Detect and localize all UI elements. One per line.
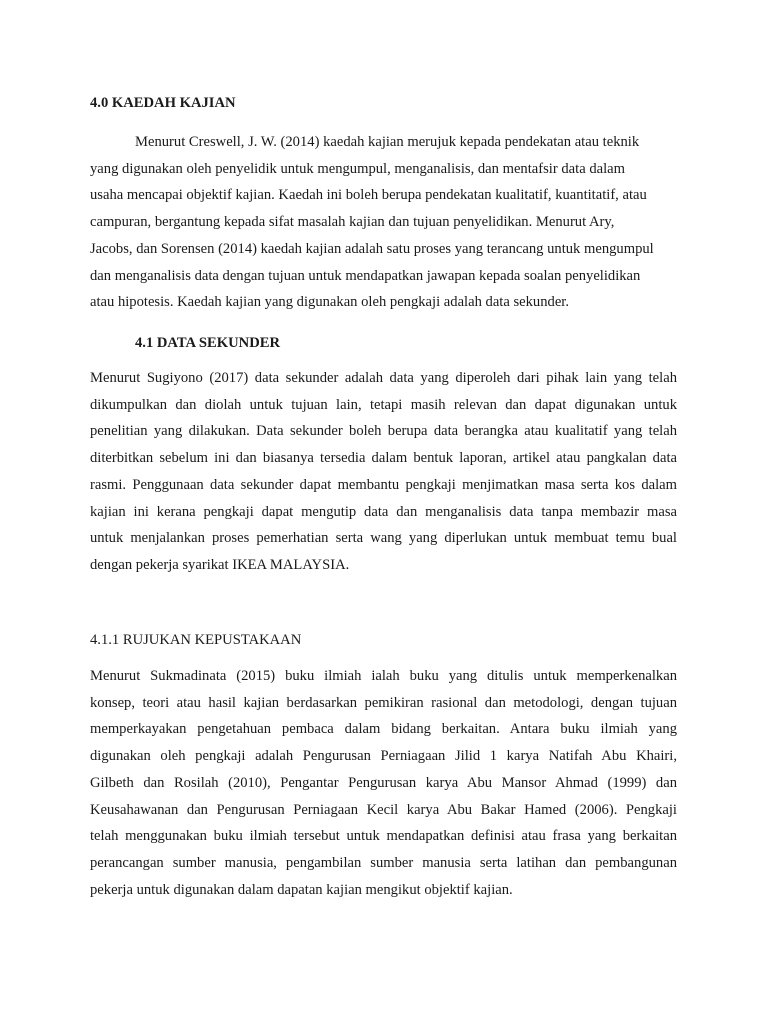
paragraph-line: pekerja untuk digunakan dalam dapatan kajian mengikut objektif kajian.	[90, 881, 513, 898]
heading-4-1-data-sekunder: 4.1 DATA SEKUNDER	[135, 335, 281, 351]
paragraph-line: perancangan sumber manusia, pengambilan sumber manusia serta latihan dan pembangunan	[90, 854, 677, 871]
paragraph-line: dikumpulkan dan diolah untuk tujuan lain, tetapi masih relevan dan dapat digunakan untuk	[90, 396, 677, 413]
paragraph-line: yang digunakan oleh penyelidik untuk mengumpul, menganalisis, dan mentafsir data dalam	[90, 160, 625, 177]
paragraph-line: Jacobs, dan Sorensen (2014) kaedah kajian adalah satu proses yang terancang untuk mengumpul	[90, 240, 654, 257]
paragraph-line: Keusahawanan dan Pengurusan Perniagaan Kecil karya Abu Bakar Hamed (2006). Pengkaji	[90, 801, 677, 818]
paragraph-line: campuran, bergantung kepada sifat masalah kajian dan tujuan penyelidikan. Menurut Ary,	[90, 214, 615, 231]
paragraph-line: usaha mencapai objektif kajian. Kaedah ini boleh berupa pendekatan kualitatif, kuantitatif, atau	[90, 187, 647, 204]
heading-4-0-kaedah-kajian: 4.0 KAEDAH KAJIAN	[90, 95, 236, 111]
paragraph-line: untuk menjalankan proses pemerhatian serta wang yang diperlukan untuk membuat temu bual	[90, 530, 677, 547]
paragraph-line: diterbitkan sebelum ini dan biasanya tersedia dalam bentuk laporan, artikel atau pangkalan data	[90, 450, 677, 467]
paragraph-line: Gilbeth dan Rosilah (2010), Pengantar Pengurusan karya Abu Mansor Ahmad (1999) dan	[90, 774, 677, 791]
paragraph-line: kajian ini kerana pengkaji dapat mengutip data dan menganalisis data tanpa membazir masa	[90, 503, 677, 520]
paragraph-line: digunakan oleh pengkaji adalah Pengurusan Perniagaan Jilid 1 karya Natifah Abu Khairi,	[90, 748, 677, 765]
paragraph-line: dengan pekerja syarikat IKEA MALAYSIA.	[90, 556, 350, 573]
paragraph-line: Menurut Sukmadinata (2015) buku ilmiah ialah buku yang ditulis untuk memperkenalkan	[90, 668, 677, 684]
paragraph-line: dan menganalisis data dengan tujuan untuk mendapatkan jawapan kepada soalan penyelidikan	[90, 267, 641, 284]
paragraph-data-sekunder	[90, 365, 677, 579]
paragraph-line: penelitian yang dilakukan. Data sekunder boleh berupa data berangka atau kualitatif yang telah	[90, 423, 677, 440]
paragraph-line: telah menggunakan buku ilmiah tersebut untuk mendapatkan definisi atau frasa yang berkaitan	[90, 828, 677, 845]
paragraph-kaedah-kajian	[90, 129, 677, 316]
paragraph-line: rasmi. Penggunaan data sekunder dapat membantu pengkaji menjimatkan masa serta kos dalam	[90, 476, 677, 493]
paragraph-rujukan-kepustakaan	[90, 663, 677, 903]
paragraph-line: Menurut Creswell, J. W. (2014) kaedah kajian merujuk kepada pendekatan atau teknik	[135, 134, 640, 150]
paragraph-line: memperkayakan pengetahuan pembaca dalam bidang berkaitan. Antara buku ilmiah yang	[90, 721, 677, 738]
heading-4-1-1-rujukan-kepustakaan: 4.1.1 RUJUKAN KEPUSTAKAAN	[90, 632, 302, 648]
paragraph-line: Menurut Sugiyono (2017) data sekunder adalah data yang diperoleh dari pihak lain yang telah	[90, 370, 677, 386]
paragraph-line: konsep, teori atau hasil kajian berdasarkan pemikiran rasional dan metodologi, dengan tujuan	[90, 694, 677, 711]
paragraph-line: atau hipotesis. Kaedah kajian yang digunakan oleh pengkaji adalah data sekunder.	[90, 294, 569, 311]
